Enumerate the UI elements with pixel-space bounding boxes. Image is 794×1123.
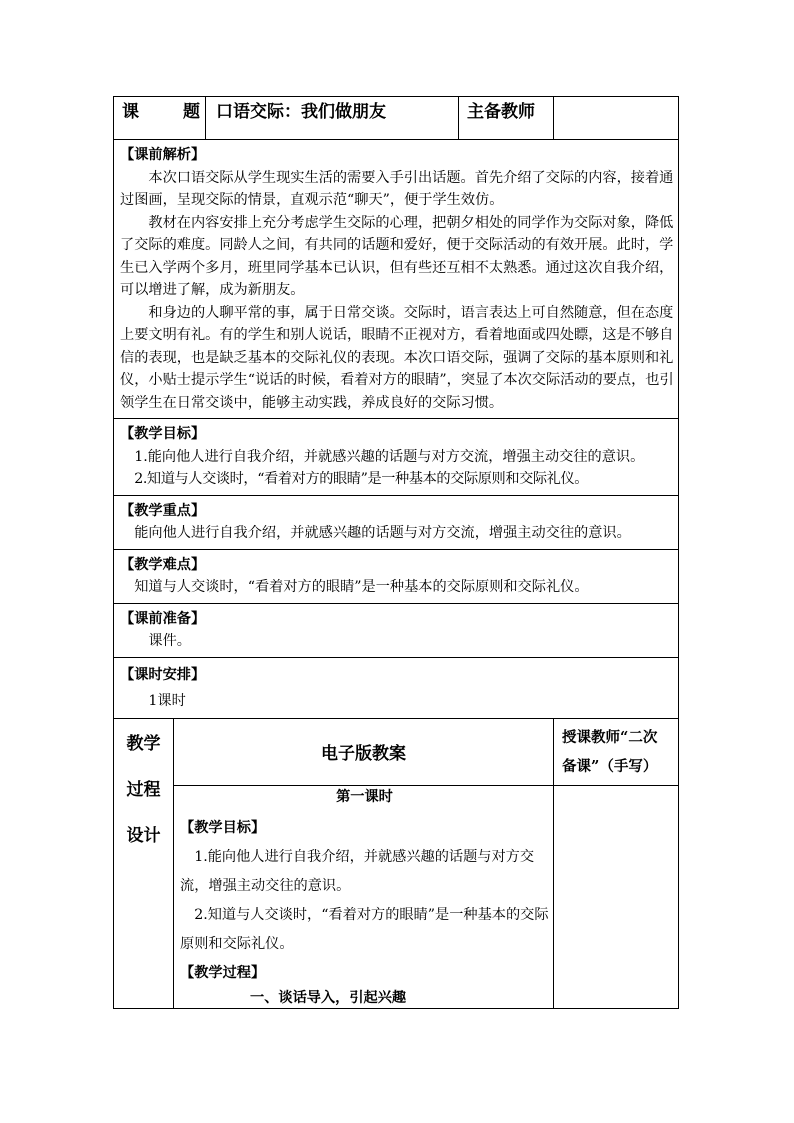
analysis-paragraph: 和身边的人聊平常的事，属于日常交谈。交际时，语言表达上可自然随意，但在态度上要文明有礼。有的学生和别人说话，眼睛不正视对方，看着地面或四处瞟，这是不够自信的表现，也是缺乏基本的交际礼仪的表现。本次口语交际，强调了交际的基本原则和礼仪，小贴士提示学生“说话的时候，看着对方的眼睛”，突显了本次交际活动的要点，也引领学生在日常交谈中，能够主动实践，养成良好的交际习惯。	[120, 304, 674, 411]
analysis-section	[114, 140, 679, 419]
goals-heading: 【教学目标】	[120, 426, 206, 442]
goal-item: 1.能向他人进行自我介绍，并就感兴趣的话题与对方交流，增强主动交往的意识。	[134, 448, 645, 465]
process-goal-1: 1.能向他人进行自我介绍，并就感兴趣的话题与对方交流，增强主动交往的意识。	[180, 848, 535, 894]
process-header-row	[114, 718, 679, 785]
process-side-label	[114, 718, 174, 1008]
key-points-row	[114, 495, 679, 549]
side-label-3: 设计	[126, 825, 161, 846]
preparation-text: 课件。	[148, 633, 191, 649]
lead-teacher-label: 主备教师	[467, 102, 535, 122]
lesson-title: 第一课时	[336, 788, 393, 805]
goals-section	[114, 419, 679, 496]
difficulties-section	[114, 549, 679, 603]
lead-teacher-label-cell	[459, 97, 554, 140]
topic-label-a: 课	[122, 102, 139, 122]
preparation-row	[114, 603, 679, 657]
preparation-heading: 【课前准备】	[120, 610, 206, 627]
process-body-row	[114, 785, 679, 1008]
side-label-2: 过程	[126, 779, 161, 800]
difficulties-text: 知道与人交谈时，“看着对方的眼睛”是一种基本的交际原则和交际礼仪。	[134, 579, 589, 595]
header-row	[114, 97, 679, 140]
second-prep-title: 授课教师“二次备课”（手写）	[554, 718, 679, 785]
difficulties-row	[114, 549, 679, 603]
analysis-paragraph: 教材在内容安排上充分考虑学生交际的心理，把朝夕相处的同学作为交际对象，降低了交际的难度。同龄人之间，有共同的话题和爱好，便于交际活动的有效开展。此时，学生已入学两个多月，班里同学基本已认识，但有些还互相不太熟悉。通过这次自我介绍，可以增进了解，成为新朋友。	[120, 214, 674, 298]
process-steps-heading: 【教学过程】	[180, 964, 266, 981]
schedule-section	[114, 657, 679, 718]
electronic-plan-title: 电子版教案	[174, 718, 554, 785]
preparation-section	[114, 603, 679, 657]
process-step-1: 一、谈话导入，引起兴趣	[250, 989, 407, 1006]
side-label-1: 教学	[126, 733, 161, 754]
key-points-section	[114, 495, 679, 549]
goals-row	[114, 419, 679, 496]
lead-teacher-value-cell[interactable]	[554, 97, 679, 140]
key-points-text: 能向他人进行自我介绍，并就感兴趣的话题与对方交流，增强主动交往的意识。	[134, 525, 631, 541]
analysis-row	[114, 140, 679, 419]
topic-label-cell	[114, 97, 206, 140]
difficulties-heading: 【教学难点】	[120, 556, 206, 573]
schedule-heading: 【课时安排】	[120, 666, 206, 683]
analysis-heading: 【课前解析】	[120, 147, 206, 163]
analysis-paragraph: 本次口语交际从学生现实生活的需要入手引出话题。首先介绍了交际的内容，接着通过图画，呈现交际的情景，直观示范“聊天”，便于学生效仿。	[120, 169, 674, 208]
handwritten-notes-area[interactable]	[554, 785, 679, 1008]
topic-label-b: 题	[183, 102, 200, 122]
electronic-plan-content	[174, 785, 554, 1008]
schedule-text: 1课时	[148, 692, 186, 709]
schedule-row	[114, 657, 679, 718]
topic-cell	[206, 97, 459, 140]
process-goals-heading: 【教学目标】	[180, 819, 266, 836]
process-goal-2: 2.知道与人交谈时，“看着对方的眼睛”是一种基本的交际原则和交际礼仪。	[180, 906, 549, 952]
lesson-plan-table	[113, 96, 679, 1009]
topic-value: 口语交际：我们做朋友	[216, 102, 386, 122]
goal-item: 2.知道与人交谈时，“看着对方的眼睛”是一种基本的交际原则和交际礼仪。	[134, 471, 589, 487]
key-points-heading: 【教学重点】	[120, 502, 206, 519]
